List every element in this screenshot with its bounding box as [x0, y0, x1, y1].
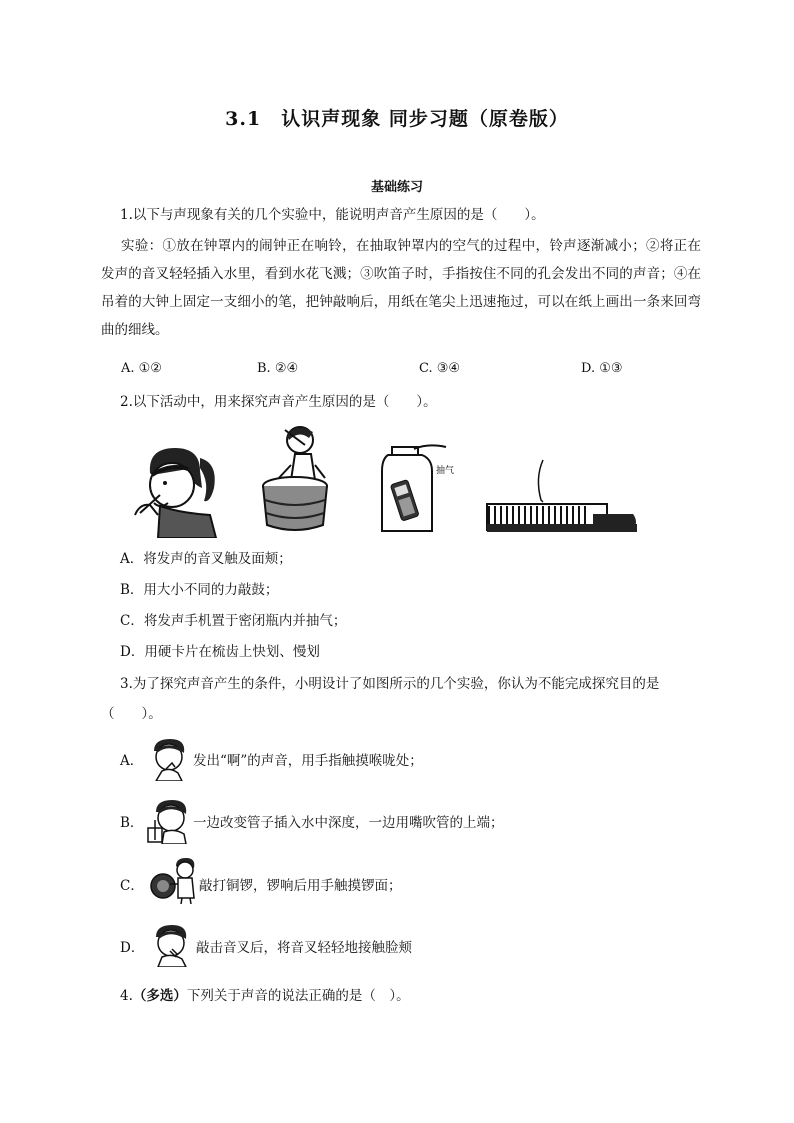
q3-option-c-text: 敲打铜锣，锣响后用手触摸锣面； — [199, 878, 402, 894]
q2-option-b: B．用大小不同的力敲鼓； — [120, 582, 279, 598]
phone-bottle-figure — [378, 443, 458, 535]
q4-multi-select-tag: （多选） — [132, 988, 187, 1004]
girl-tuning-fork-figure — [130, 443, 220, 538]
q3-option-a-text: 发出“啊”的声音，用手指触摸喉咙处； — [193, 753, 423, 769]
boy-throat-icon — [148, 737, 190, 781]
q3-option-c-letter: C． — [120, 878, 144, 894]
q1-option-c: C. ③④ — [419, 361, 461, 376]
q3-option-d-text: 敲击音叉后，将音叉轻轻地接触脸颊 — [196, 940, 412, 956]
q2-stem: 2.以下活动中，用来探究声音产生原因的是（ ）。 — [120, 394, 437, 410]
q3-option-a-letter: A． — [120, 753, 144, 769]
q3-stem-line1: 3.为了探究声音产生的条件，小明设计了如图所示的几个实验，你认为不能完成探究目的是 — [120, 676, 660, 692]
boy-tube-icon — [146, 798, 192, 844]
section-title: 基础练习 — [370, 180, 423, 195]
q4-number: 4. — [120, 988, 133, 1004]
q1-option-a: A. ①② — [121, 361, 162, 376]
comb-figure — [483, 458, 639, 536]
q1-stem: 1.以下与声现象有关的几个实验中，能说明声音产生原因的是（ ）。 — [120, 207, 545, 223]
q2-option-d: D．用硬卡片在梳齿上快划、慢划 — [120, 644, 320, 660]
q3-option-d-letter: D． — [120, 940, 145, 956]
q2-option-c: C．将发声手机置于密闭瓶内并抽气； — [120, 613, 347, 629]
q1-experiment: 实验：①放在钟罩内的闹钟正在响铃，在抽取钟罩内的空气的过程中，铃声逐渐减小；②将正在发声的音叉轻轻插入水里，看到水花飞溅；③吹笛子时，手指按住不同的孔会发出不同的声音；④在吊着的大钟上固定一支细小的笔，把钟敲响后，用纸在笔尖上迅速拖过，可以在纸上画出一条来回弯曲的细线。 — [101, 238, 701, 338]
page-title: 3.1 认识声现象 同步习题（原卷版） — [225, 108, 569, 130]
q2-option-a: A．将发声的音叉触及面颊； — [120, 551, 292, 567]
boy-drum-figure — [255, 420, 335, 535]
gong-icon — [148, 858, 198, 904]
q4-stem: 下列关于声音的说法正确的是（ ）。 — [186, 988, 410, 1004]
q3-option-b-text: 一边改变管子插入水中深度，一边用嘴吹管的上端； — [193, 815, 504, 831]
q3-option-b-letter: B． — [120, 815, 144, 831]
q1-option-b: B. ②④ — [257, 361, 299, 376]
q1-option-d: D. ①③ — [581, 361, 623, 376]
bottle-label: 抽气 — [436, 465, 455, 475]
boy-tuning-fork-icon — [150, 923, 192, 967]
q3-stem-line2: （ ）。 — [101, 706, 162, 722]
q4-stem-line — [120, 986, 410, 1006]
